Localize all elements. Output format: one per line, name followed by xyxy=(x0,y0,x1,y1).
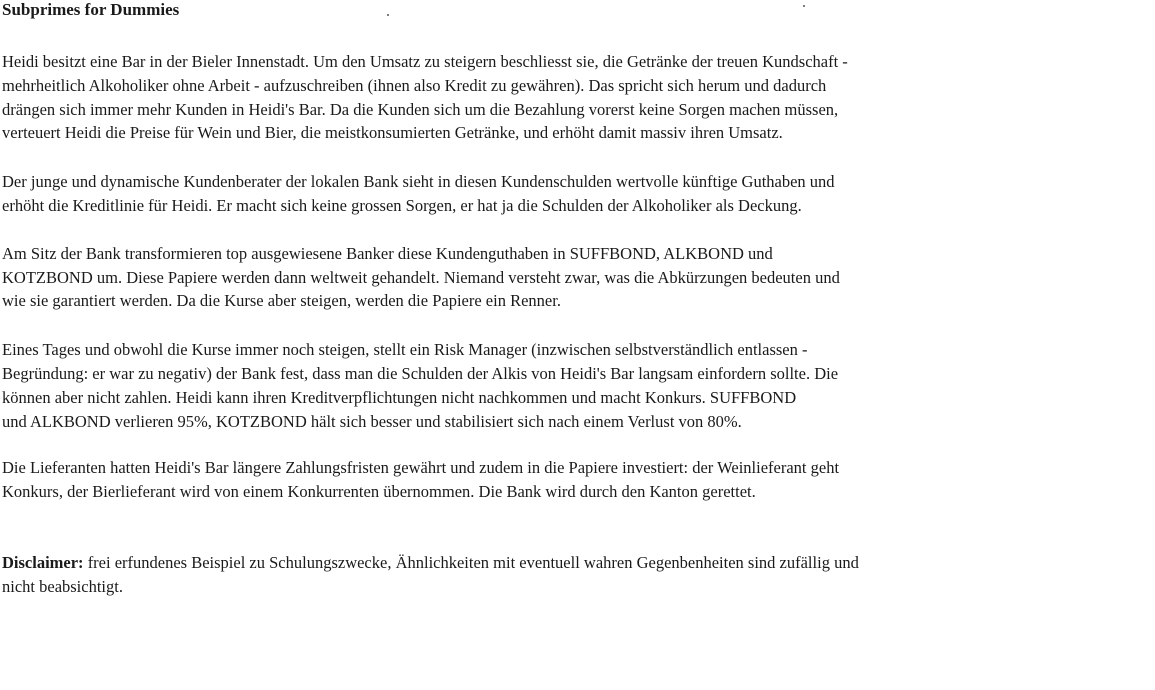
text-line: Am Sitz der Bank transformieren top ausgewiesene Banker diese Kundenguthaben in SUFFBOND, ALKBOND und xyxy=(2,243,773,263)
document-page xyxy=(2,0,1150,599)
paragraph-2 xyxy=(2,170,1150,218)
paragraph-5 xyxy=(2,456,1150,504)
text-line: wie sie garantiert werden. Da die Kurse aber steigen, werden die Papiere ein Renner. xyxy=(2,291,561,311)
text-line: Eines Tages und obwohl die Kurse immer noch steigen, stellt ein Risk Manager (inzwischen selbstverständlich entlassen - xyxy=(2,340,808,360)
paragraph-4 xyxy=(2,338,1150,433)
text-line: und ALKBOND verlieren 95%, KOTZBOND hält sich besser und stabilisiert sich nach einem Verlust von 80%. xyxy=(2,411,742,431)
text-line: Konkurs, der Bierlieferant wird von einem Konkurrenten übernommen. Die Bank wird durch den Kanton gerettet. xyxy=(2,482,756,502)
text-line: verteuert Heidi die Preise für Wein und Bier, die meistkonsumierten Getränke, und erhöht damit massiv ihren Umsatz. xyxy=(2,123,783,143)
text-line: Begründung: er war zu negativ) der Bank fest, dass man die Schulden der Alkis von Heidi's Bar langsam einfordern sollte. Die xyxy=(2,363,839,383)
paragraph-3 xyxy=(2,242,1150,313)
scan-speck xyxy=(803,5,805,7)
text-line: Der junge und dynamische Kundenberater der lokalen Bank sieht in diesen Kundenschulden wertvolle künftige Guthaben und xyxy=(2,172,835,192)
disclaimer-text: frei erfundenes Beispiel zu Schulungszwecke, Ähnlichkeiten mit eventuell wahren Gegenbenheiten sind zufällig und xyxy=(83,552,859,572)
text-line: nicht beabsichtigt. xyxy=(2,576,123,596)
text-line: können aber nicht zahlen. Heidi kann ihren Kreditverpflichtungen nicht nachkommen und macht Konkurs. SUFFBOND xyxy=(2,387,797,407)
text-line: mehrheitlich Alkoholiker ohne Arbeit - aufzuschreiben (ihnen also Kredit zu gewähren). Das spricht sich herum und dadurch xyxy=(2,75,827,95)
disclaimer-line xyxy=(2,551,1150,575)
text-line: KOTZBOND um. Diese Papiere werden dann weltweit gehandelt. Niemand versteht zwar, was die Abkürzungen bedeuten und xyxy=(2,267,840,287)
disclaimer xyxy=(2,551,1150,599)
paragraph-1 xyxy=(2,50,1150,145)
document-title: Subprimes for Dummies xyxy=(2,0,180,19)
text-line: erhöht die Kreditlinie für Heidi. Er macht sich keine grossen Sorgen, er hat ja die Schulden der Alkoholiker als Deckung. xyxy=(2,195,802,215)
text-line: Heidi besitzt eine Bar in der Bieler Innenstadt. Um den Umsatz zu steigern beschliesst sie, die Getränke der treuen Kundschaft - xyxy=(2,52,848,71)
scan-speck xyxy=(387,14,389,16)
text-line: Die Lieferanten hatten Heidi's Bar längere Zahlungsfristen gewährt und zudem in die Papiere investiert: der Weinlieferant geht xyxy=(2,458,840,478)
text-line: drängen sich immer mehr Kunden in Heidi's Bar. Da die Kunden sich um die Bezahlung vorerst keine Sorgen machen müssen, xyxy=(2,99,839,119)
disclaimer-label: Disclaimer: xyxy=(2,552,84,572)
